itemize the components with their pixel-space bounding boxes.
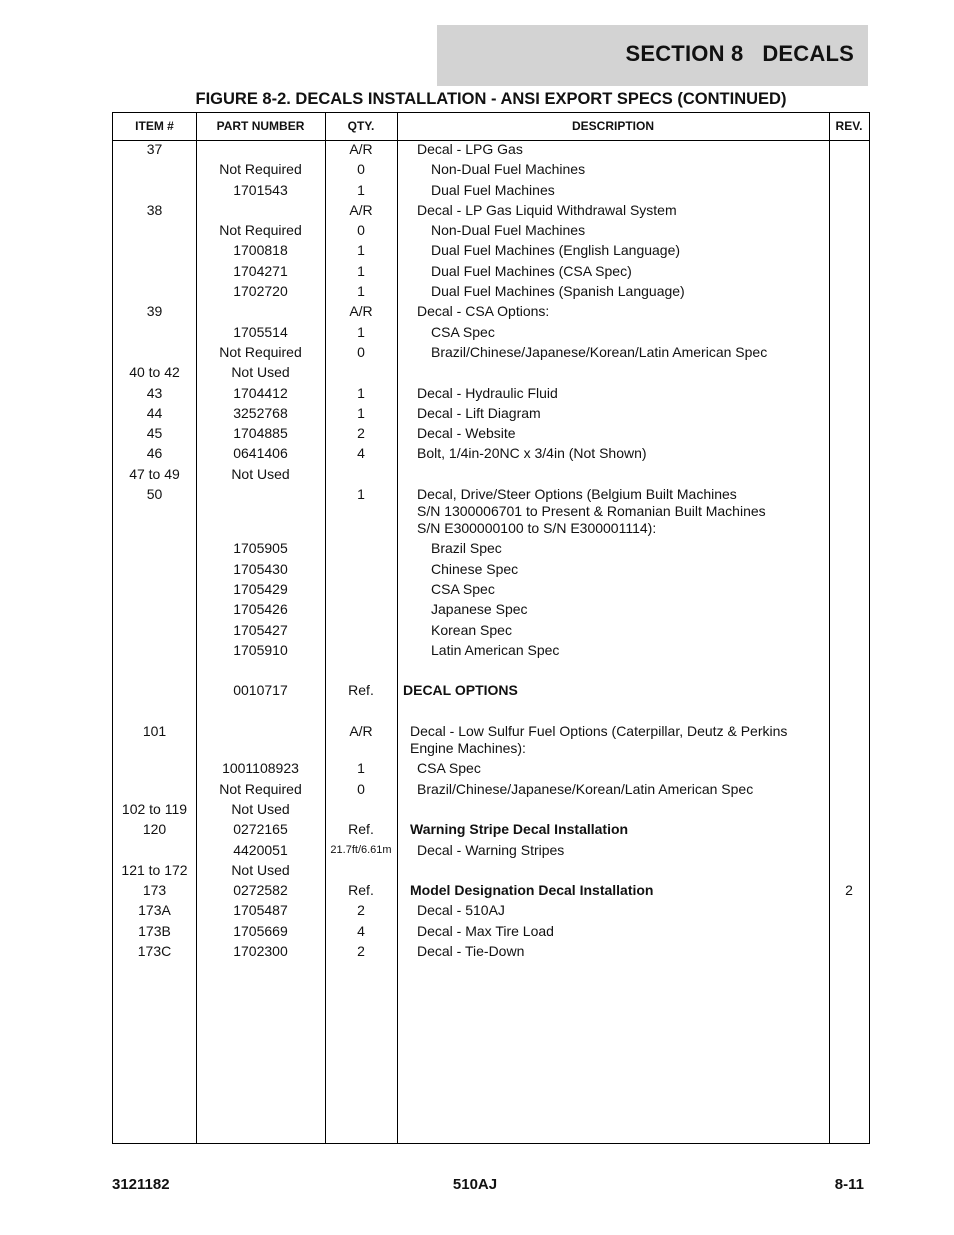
table-row bbox=[113, 161, 869, 181]
item-number: 46 bbox=[146, 445, 163, 462]
section-banner bbox=[437, 25, 868, 86]
description: Decal - Lift Diagram bbox=[417, 404, 541, 421]
table-row bbox=[113, 862, 869, 882]
quantity: 1 bbox=[357, 262, 365, 279]
table-row bbox=[113, 242, 869, 262]
part-number: Not Required bbox=[219, 161, 302, 178]
table-row bbox=[113, 601, 869, 621]
description: Dual Fuel Machines bbox=[431, 181, 555, 198]
description: CSA Spec bbox=[431, 580, 495, 597]
quantity: Ref. bbox=[348, 882, 374, 899]
table-row bbox=[113, 283, 869, 303]
description: Latin American Spec bbox=[431, 641, 560, 658]
model-name: 510AJ bbox=[452, 1176, 498, 1193]
item-number: 44 bbox=[146, 404, 163, 421]
description: Decal - Website bbox=[417, 425, 516, 442]
description: Korean Spec bbox=[431, 621, 512, 638]
revision: 2 bbox=[845, 882, 853, 899]
description: Non-Dual Fuel Machines bbox=[431, 161, 586, 178]
table-row bbox=[113, 642, 869, 662]
quantity: 2 bbox=[357, 425, 365, 442]
table-row bbox=[113, 622, 869, 642]
item-number: 43 bbox=[146, 384, 163, 401]
table-row bbox=[113, 760, 869, 780]
page-number: 8-11 bbox=[834, 1176, 864, 1193]
table-row bbox=[113, 263, 869, 283]
table-row bbox=[113, 781, 869, 801]
table-row bbox=[113, 540, 869, 560]
table-row bbox=[113, 882, 869, 902]
part-number: 1705905 bbox=[233, 540, 288, 557]
part-number: 0010717 bbox=[233, 682, 288, 699]
item-number: 47 to 49 bbox=[129, 465, 180, 482]
part-number: Not Required bbox=[219, 780, 302, 797]
quantity: 1 bbox=[357, 384, 365, 401]
quantity: 1 bbox=[357, 283, 365, 300]
item-number: 39 bbox=[146, 303, 163, 320]
description: CSA Spec bbox=[431, 323, 495, 340]
quantity: 0 bbox=[357, 343, 365, 360]
table-row bbox=[113, 682, 869, 702]
quantity: A/R bbox=[349, 141, 373, 157]
item-number: 120 bbox=[142, 821, 167, 838]
quantity: 1 bbox=[357, 404, 365, 421]
description: Model Designation Decal Installation bbox=[410, 882, 654, 899]
table-row bbox=[113, 425, 869, 445]
part-number: 0641406 bbox=[233, 445, 288, 462]
table-row bbox=[113, 445, 869, 465]
table-row bbox=[113, 385, 869, 405]
part-number: 1705426 bbox=[233, 601, 288, 618]
part-number: 1705514 bbox=[233, 323, 288, 340]
header-description: DESCRIPTION bbox=[571, 119, 654, 133]
table-row bbox=[113, 466, 869, 486]
description: CSA Spec bbox=[417, 760, 481, 777]
quantity: Ref. bbox=[348, 821, 374, 838]
quantity: 4 bbox=[357, 922, 365, 939]
table-row bbox=[113, 662, 869, 682]
description: Dual Fuel Machines (Spanish Language) bbox=[431, 283, 685, 300]
header-part-number: PART NUMBER bbox=[216, 119, 305, 133]
table-row bbox=[113, 405, 869, 425]
table-header bbox=[113, 113, 869, 141]
description: Bolt, 1/4in-20NC x 3/4in (Not Shown) bbox=[417, 445, 647, 462]
doc-number: 3121182 bbox=[112, 1176, 170, 1193]
item-number: 50 bbox=[146, 486, 163, 503]
part-number: 4420051 bbox=[233, 841, 288, 858]
table-row bbox=[113, 902, 869, 922]
table-row bbox=[113, 222, 869, 242]
description: Brazil Spec bbox=[431, 540, 502, 557]
quantity: A/R bbox=[349, 201, 373, 218]
item-number: 37 bbox=[146, 141, 163, 157]
part-number: Not Used bbox=[231, 800, 290, 817]
quantity: 1 bbox=[357, 181, 365, 198]
description: Decal - Tie-Down bbox=[417, 942, 525, 959]
description: Brazil/Chinese/Japanese/Korean/Latin American Spec bbox=[431, 343, 768, 360]
part-number: 1702720 bbox=[233, 283, 288, 300]
quantity: 21.7ft/6.61m bbox=[330, 843, 392, 856]
item-number: 121 to 172 bbox=[121, 861, 188, 878]
part-number: Not Used bbox=[231, 364, 290, 381]
table-row bbox=[113, 581, 869, 601]
part-number: 1705910 bbox=[233, 641, 288, 658]
table-row bbox=[113, 923, 869, 943]
quantity: 4 bbox=[357, 445, 365, 462]
page-footer bbox=[112, 1176, 870, 1196]
table-row bbox=[113, 723, 869, 760]
table-row bbox=[113, 821, 869, 841]
item-number: 173C bbox=[137, 942, 172, 959]
table-row bbox=[113, 943, 869, 963]
table-row bbox=[113, 842, 869, 862]
part-number: 1705430 bbox=[233, 560, 288, 577]
part-number: 1702300 bbox=[233, 942, 288, 959]
table-row bbox=[113, 703, 869, 723]
quantity: Ref. bbox=[348, 682, 374, 699]
quantity: 1 bbox=[357, 760, 365, 777]
table-row bbox=[113, 801, 869, 821]
part-number: Not Used bbox=[231, 861, 290, 878]
part-number: 1701543 bbox=[233, 181, 288, 198]
header-item: ITEM # bbox=[135, 119, 174, 133]
item-number: 173 bbox=[142, 882, 167, 899]
quantity: A/R bbox=[349, 723, 373, 740]
item-number: 38 bbox=[146, 201, 163, 218]
description: Decal - Warning Stripes bbox=[417, 841, 565, 858]
table-row bbox=[113, 182, 869, 202]
description: Decal, Drive/Steer Options (Belgium Built Machines S/N 1300006701 to Present & Romanian Built Machines S/N E300000100 to S/N E300001114): bbox=[417, 486, 766, 537]
part-number: 1705487 bbox=[233, 902, 288, 919]
description: Dual Fuel Machines (English Language) bbox=[431, 242, 681, 259]
item-number: 40 to 42 bbox=[129, 364, 180, 381]
description: Dual Fuel Machines (CSA Spec) bbox=[431, 262, 632, 279]
description: Brazil/Chinese/Japanese/Korean/Latin American Spec bbox=[417, 780, 754, 797]
part-number: 0272165 bbox=[233, 821, 288, 838]
item-number: 173A bbox=[138, 902, 171, 919]
quantity: 0 bbox=[357, 222, 365, 239]
part-number: Not Required bbox=[219, 343, 302, 360]
description: Decal - Max Tire Load bbox=[417, 922, 554, 939]
header-qty: QTY. bbox=[347, 119, 375, 133]
table-row bbox=[113, 486, 869, 540]
part-number: 1001108923 bbox=[222, 760, 299, 777]
part-number: 0272582 bbox=[233, 882, 288, 899]
description: Decal - LP Gas Liquid Withdrawal System bbox=[417, 201, 677, 218]
quantity: 2 bbox=[357, 942, 365, 959]
description: Chinese Spec bbox=[431, 560, 519, 577]
quantity: 1 bbox=[357, 323, 365, 340]
table-row bbox=[113, 364, 869, 384]
quantity: 0 bbox=[357, 161, 365, 178]
table-row bbox=[113, 303, 869, 323]
table-body bbox=[113, 141, 869, 963]
item-number: 101 bbox=[142, 723, 167, 740]
table-row bbox=[113, 561, 869, 581]
parts-table bbox=[112, 112, 870, 1144]
figure-title: FIGURE 8-2. DECALS INSTALLATION - ANSI EXPORT SPECS (CONTINUED) bbox=[195, 90, 787, 108]
description: Decal - 510AJ bbox=[417, 902, 505, 919]
header-rev: REV. bbox=[835, 119, 863, 133]
part-number: 1705427 bbox=[233, 621, 288, 638]
part-number: 1700818 bbox=[233, 242, 288, 259]
part-number: 1704271 bbox=[233, 262, 288, 279]
part-number: Not Used bbox=[231, 465, 290, 482]
description: Decal - LPG Gas bbox=[417, 141, 523, 157]
table-row bbox=[113, 202, 869, 222]
table-row bbox=[113, 344, 869, 364]
item-number: 102 to 119 bbox=[121, 800, 188, 817]
description: Decal - Hydraulic Fluid bbox=[417, 384, 558, 401]
part-number: Not Required bbox=[219, 222, 302, 239]
description: Japanese Spec bbox=[431, 601, 528, 618]
part-number: 1704885 bbox=[233, 425, 288, 442]
item-number: 45 bbox=[146, 425, 163, 442]
description: Decal - CSA Options: bbox=[417, 303, 550, 320]
part-number: 1705669 bbox=[233, 922, 288, 939]
quantity: 1 bbox=[357, 486, 365, 503]
table-row bbox=[113, 141, 869, 161]
item-number: 173B bbox=[138, 922, 171, 939]
description: DECAL OPTIONS bbox=[403, 682, 518, 699]
section-title: SECTION 8 DECALS bbox=[625, 41, 854, 66]
part-number: 3252768 bbox=[233, 404, 288, 421]
part-number: 1704412 bbox=[233, 384, 288, 401]
quantity: 1 bbox=[357, 242, 365, 259]
description: Decal - Low Sulfur Fuel Options (Caterpillar, Deutz & Perkins Engine Machines): bbox=[410, 723, 788, 757]
quantity: 0 bbox=[357, 780, 365, 797]
description: Non-Dual Fuel Machines bbox=[431, 222, 586, 239]
table-row bbox=[113, 324, 869, 344]
quantity: 2 bbox=[357, 902, 365, 919]
quantity: A/R bbox=[349, 303, 373, 320]
description: Warning Stripe Decal Installation bbox=[410, 821, 629, 838]
part-number: 1705429 bbox=[233, 580, 288, 597]
